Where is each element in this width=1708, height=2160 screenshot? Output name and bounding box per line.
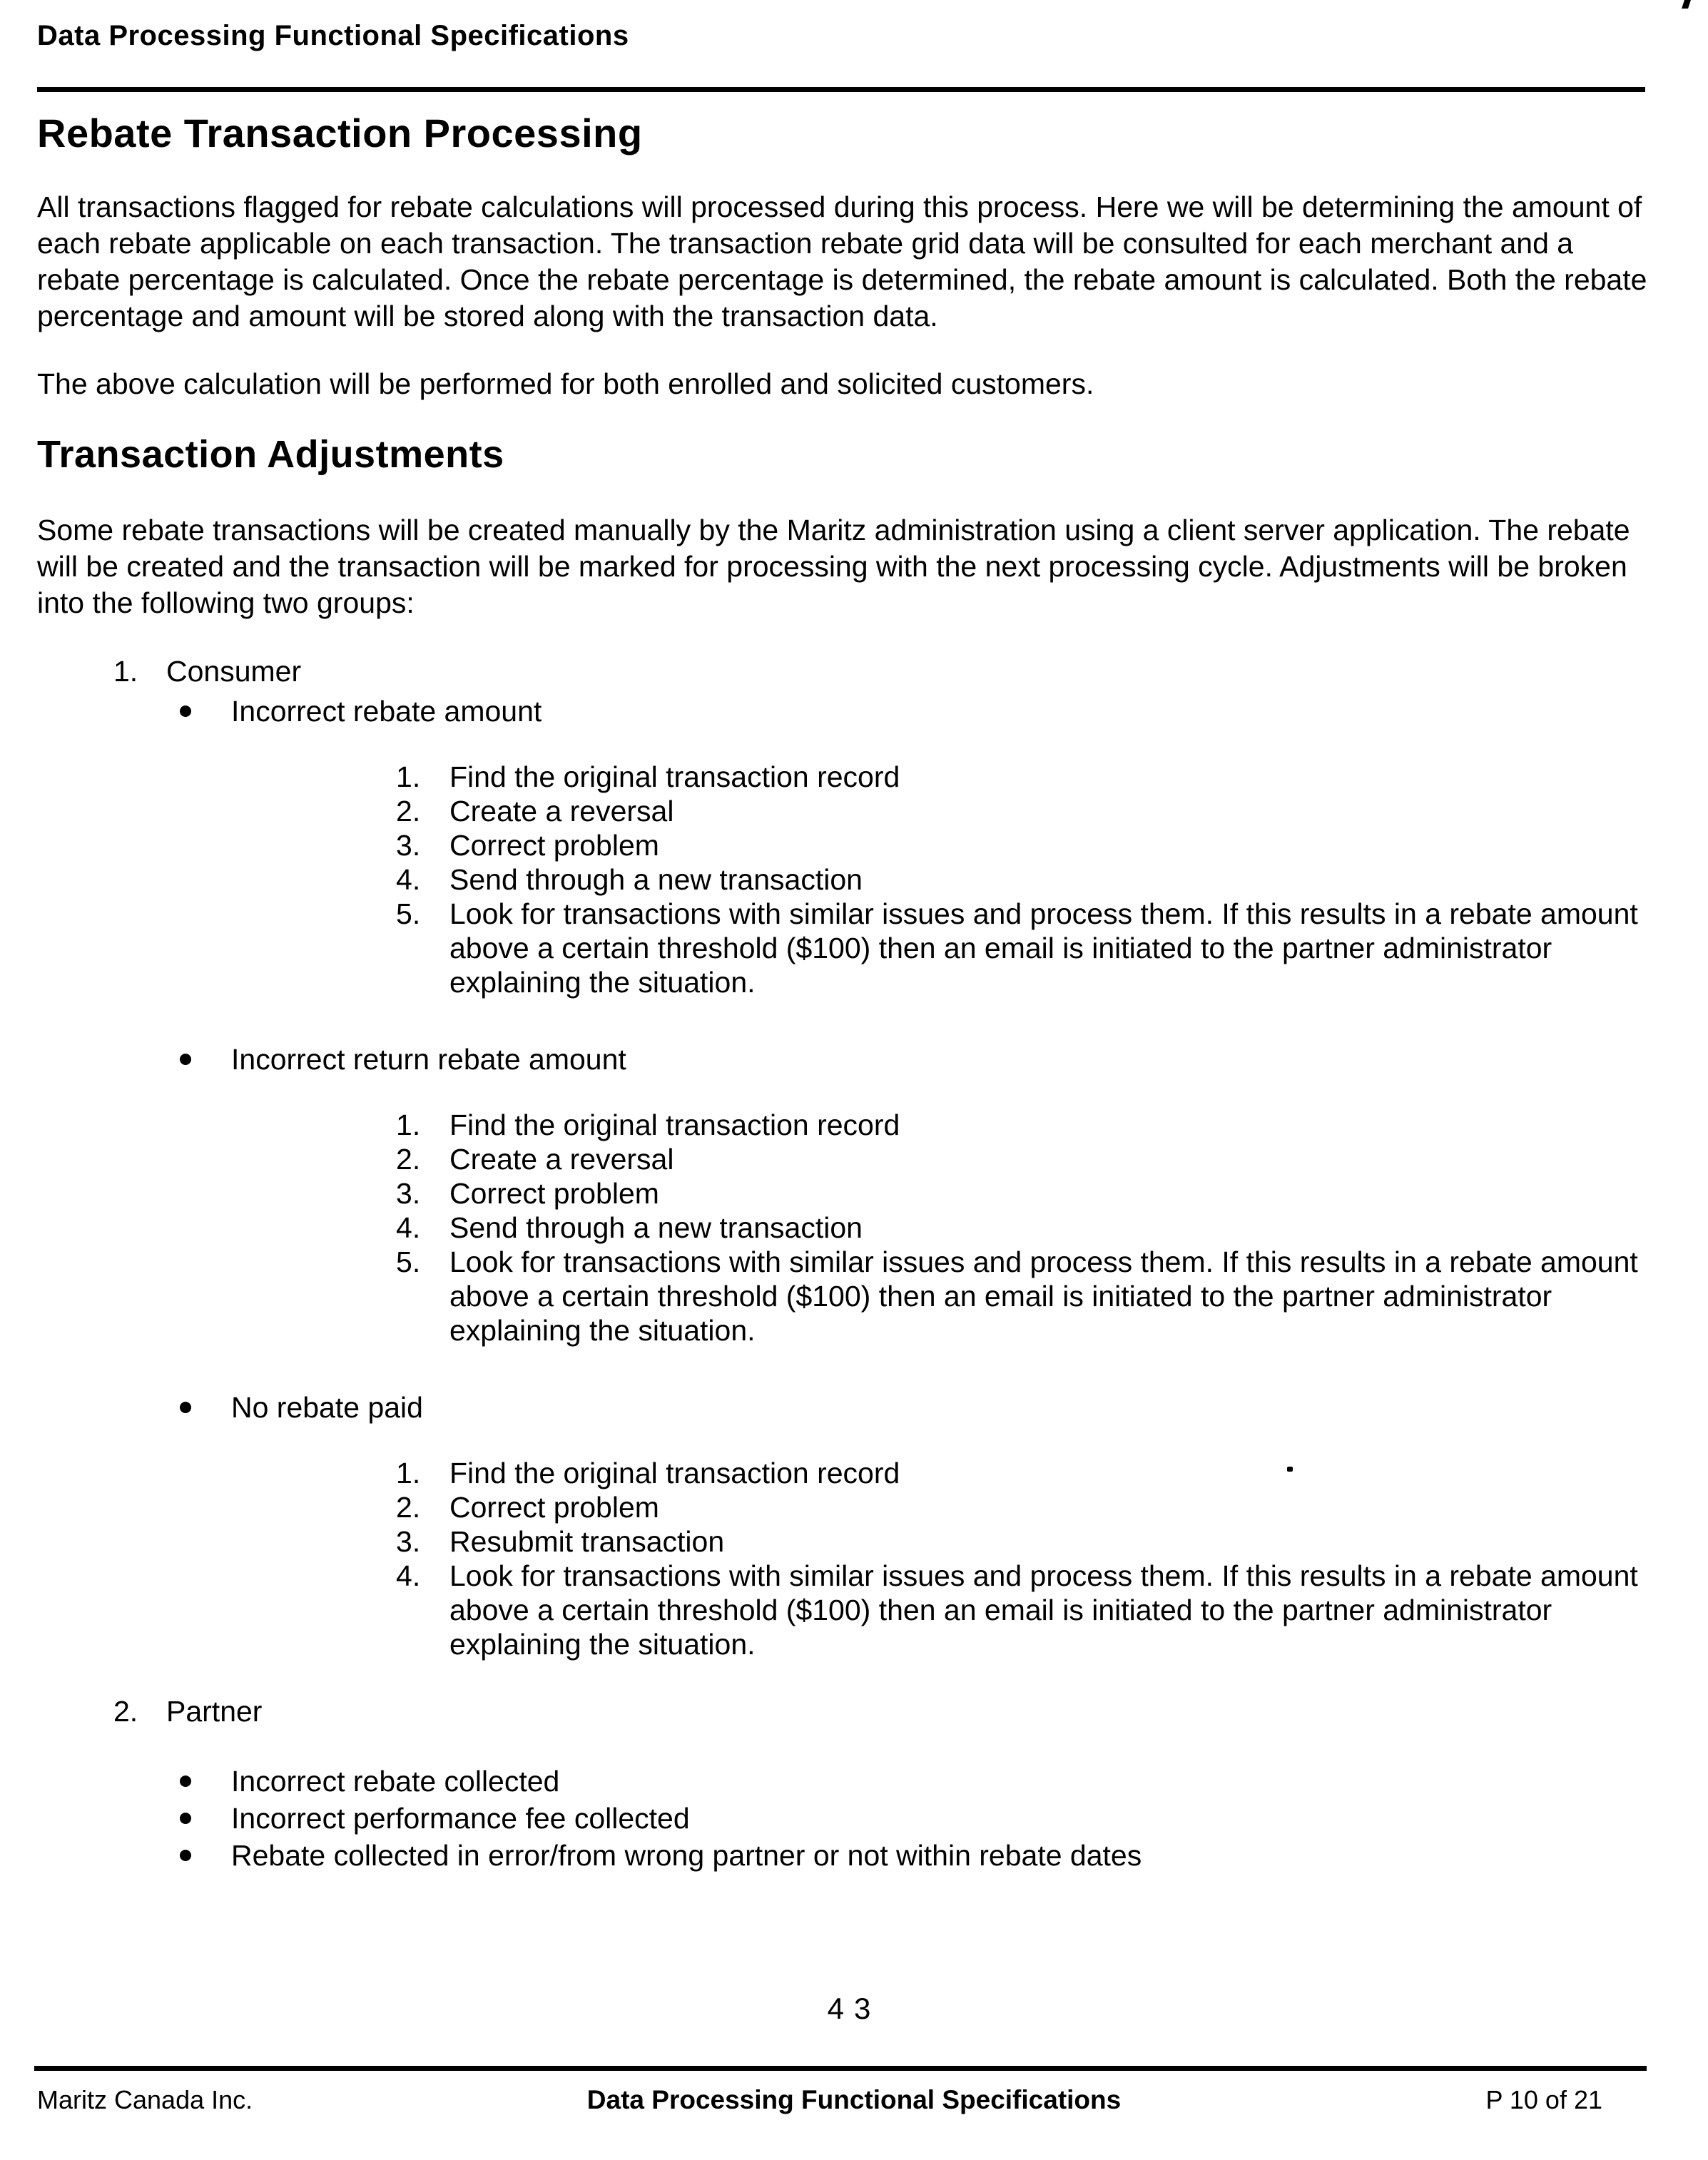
bullet-incorrect-rebate-collected bbox=[178, 1763, 1630, 1800]
step-item: Find the original transaction record bbox=[449, 1109, 900, 1141]
step-item: Look for transactions with similar issues and process them. If this results in a rebate amount above a certain threshold ($100) then an email is initiated to the partner administrator explaining the situation. bbox=[449, 897, 1638, 999]
step-item: Resubmit transaction bbox=[449, 1525, 725, 1558]
steps-list bbox=[396, 1456, 1708, 1661]
paragraph-enrolled-solicited: The above calculation will be performed for both enrolled and solicited customers. bbox=[37, 367, 1094, 400]
paragraph-adjustments-intro: Some rebate transactions will be created manually by the Maritz administration using a client server application. The rebate will be created and the transaction will be marked for processing with the next processing cycle. Adjustments will be broken into the following two groups: bbox=[37, 514, 1630, 619]
steps-list bbox=[396, 760, 1708, 999]
bullet-no-rebate-paid bbox=[178, 1390, 1630, 1425]
step-item: Create a reversal bbox=[449, 1143, 674, 1176]
bullet-incorrect-performance-fee bbox=[178, 1800, 1630, 1837]
header-rule bbox=[37, 87, 1645, 92]
footer-document-title: Data Processing Functional Specifications bbox=[586, 2085, 1122, 2114]
footer-page-indicator: P 10 of 21 bbox=[1485, 2085, 1602, 2114]
bullet-label: Incorrect rebate amount bbox=[231, 695, 542, 728]
step-item: Find the original transaction record bbox=[449, 760, 900, 793]
group-heading-line bbox=[113, 654, 1708, 688]
step-item: Create a reversal bbox=[449, 795, 674, 827]
step-item: Send through a new transaction bbox=[449, 863, 863, 896]
bullet-rebate-collected-in-error bbox=[178, 1837, 1630, 1874]
partner-bullet-list bbox=[0, 1763, 1708, 1874]
bullet-label: Incorrect rebate collected bbox=[231, 1765, 560, 1798]
step-item: Correct problem bbox=[449, 1491, 659, 1524]
scan-artifact-corner bbox=[1682, 0, 1691, 9]
step-item: Find the original transaction record bbox=[449, 1457, 900, 1489]
running-header-title: Data Processing Functional Specifications bbox=[37, 20, 629, 51]
group-label: Consumer bbox=[166, 655, 302, 688]
group-number: 2. bbox=[113, 1695, 138, 1728]
bullet-label: Incorrect return rebate amount bbox=[231, 1043, 626, 1076]
group-number: 1. bbox=[113, 655, 138, 688]
group-label: Partner bbox=[166, 1695, 263, 1728]
bullet-label: No rebate paid bbox=[231, 1391, 423, 1424]
step-item: Look for transactions with similar issues and process them. If this results in a rebate amount above a certain threshold ($100) then an email is initiated to the partner administrator explaining the situation. bbox=[449, 1559, 1638, 1661]
step-item: Correct problem bbox=[449, 829, 659, 862]
footer-company: Maritz Canada Inc. bbox=[37, 2085, 253, 2114]
step-item: Correct problem bbox=[449, 1177, 659, 1210]
steps-list bbox=[396, 1108, 1708, 1348]
adjustment-group-consumer bbox=[0, 654, 1708, 1661]
bullet-label: Rebate collected in error/from wrong partner or not within rebate dates bbox=[231, 1839, 1142, 1872]
step-item: Look for transactions with similar issues and process them. If this results in a rebate amount above a certain threshold ($100) then an email is initiated to the partner administrator explaining the situation. bbox=[449, 1245, 1638, 1347]
paragraph-rebate-processing: All transactions flagged for rebate calculations will processed during this process. Here we will be determining the amount of each rebate applicable on each transaction. The transaction rebate grid data will be consulted for each merchant and a rebate percentage is calculated. Once the rebate percentage is determined, the rebate amount is calculated. Both the rebate percentage and amount will be stored along with the transaction data. bbox=[37, 190, 1647, 332]
bullet-incorrect-rebate-amount bbox=[178, 694, 1630, 728]
bullet-incorrect-return-rebate-amount bbox=[178, 1042, 1630, 1076]
page-number: 43 bbox=[827, 1992, 881, 2025]
heading-transaction-adjustments: Transaction Adjustments bbox=[37, 433, 504, 476]
footer-rule bbox=[34, 2066, 1647, 2071]
bullet-label: Incorrect performance fee collected bbox=[231, 1802, 690, 1835]
step-item: Send through a new transaction bbox=[449, 1211, 863, 1244]
group-heading-line bbox=[113, 1694, 1708, 1728]
adjustment-group-partner bbox=[0, 1694, 1708, 1874]
heading-rebate-transaction-processing: Rebate Transaction Processing bbox=[37, 111, 643, 156]
